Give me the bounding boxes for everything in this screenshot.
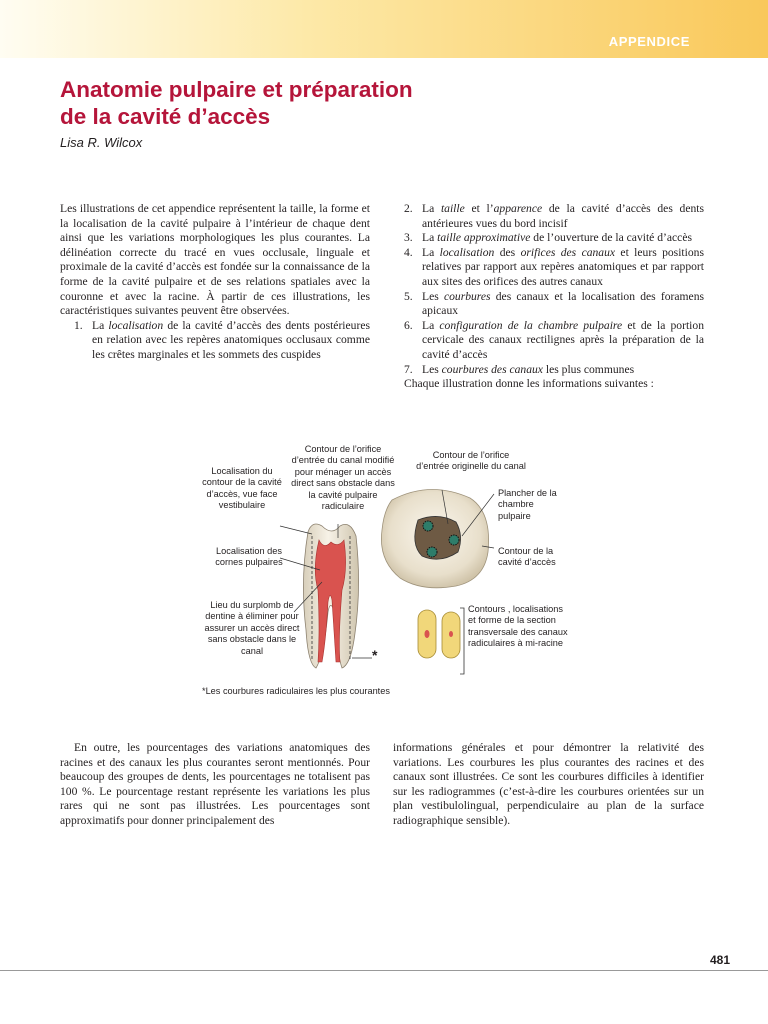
title-line-2: de la cavité d’accès bbox=[60, 104, 271, 129]
asterisk-marker: * bbox=[372, 647, 378, 663]
label-dentin-overhang: Lieu du surplomb de dentine à éliminer pour assurer un accès direct sans obstacle dans le canal bbox=[204, 600, 300, 656]
page-number: 481 bbox=[709, 953, 730, 967]
label-access-outline: Localisation du contour de la cavité d’accès, vue face vestibulaire bbox=[202, 466, 282, 511]
header-band bbox=[0, 0, 768, 58]
list-item: 5. Les courbures des canaux et la localisation des foramens apicaux bbox=[404, 289, 705, 318]
bottom-right-paragraph: informations générales et pour démontrer la relativité des variations. Les courbures les plus courantes des racines et des canaux sont illustrées. Ce sont les courbures difficiles à identifier sur les radiogrammes (c’est-à-dire les courbures orientées sur un plan vestibulolingual, perpendiculaire au plan de la surface radiographique sensible). bbox=[393, 741, 704, 827]
intro-column bbox=[60, 202, 370, 363]
list-conclusion: Chaque illustration donne les informations suivantes : bbox=[404, 377, 654, 391]
author: Lisa R. Wilcox bbox=[60, 135, 143, 150]
title-line-1: Anatomie pulpaire et préparation bbox=[60, 77, 413, 102]
intro-paragraph: Les illustrations de cet appendice représentent la taille, la forme et la localisation de la cavité pulpaire à l’intérieur de chaque dent ainsi que les variations morphologiques les plus courantes. La délinéation correcte du tracé en vues occlusale, linguale et proximale de la cavité d’accès est fondée sur la connaissance de la forme de la cavité pulpaire et de ses relations spatiales avec la couronne et avec la racine. À partir de ces illustrations, les caractéristiques suivantes peuvent être observées. bbox=[60, 202, 370, 318]
figure-footnote: *Les courbures radiculaires les plus courantes bbox=[202, 686, 390, 696]
list-item: 3. La taille approximative de l’ouverture de la cavité d’accès bbox=[404, 231, 692, 245]
list-item: 7. Les courbures des canaux les plus communes bbox=[404, 362, 635, 376]
tooth-figure bbox=[200, 440, 570, 702]
label-original-orifice: Contour de l’orifice d’entrée originelle du canal bbox=[416, 450, 526, 472]
section-label: APPENDICE bbox=[608, 34, 690, 49]
tooth-side-view bbox=[303, 524, 358, 668]
label-pulp-horns: Localisation des cornes pulpaires bbox=[215, 546, 283, 568]
intro-list bbox=[60, 319, 370, 363]
page-title bbox=[60, 76, 660, 130]
bottom-right-column bbox=[393, 741, 704, 829]
list-item: 2. La taille et l’apparence de la cavité d’accès des dents antérieures vues du bord incisif bbox=[404, 202, 704, 230]
root-cross-sections bbox=[418, 608, 464, 674]
bottom-left-column bbox=[60, 741, 370, 829]
label-pulp-floor: Plancher de la chambre pulpaire bbox=[498, 488, 557, 521]
features-list bbox=[404, 202, 704, 377]
label-cross-section: Contours , localisations et forme de la section transversale des canaux radiculaires à mi-racine bbox=[468, 604, 568, 649]
label-access-contour: Contour de la cavité d’accès bbox=[498, 546, 556, 568]
label-modified-orifice: Contour de l’orifice d’entrée du canal modifié pour ménager un accès direct sans obstacle dans la cavité pulpaire radiculaire bbox=[291, 444, 395, 512]
footer-rule bbox=[0, 970, 768, 971]
list-item: 6. La configuration de la chambre pulpaire et de la portion cervicale des canaux rectilignes après la préparation de la cavité d’accès bbox=[404, 318, 704, 361]
list-item: 1. La localisation de la cavité d’accès des dents postérieures en relation avec les repères anatomiques occlusaux comme les crêtes marginales et les sommets des cuspides bbox=[74, 318, 370, 361]
bottom-left-paragraph: En outre, les pourcentages des variations anatomiques des racines et des canaux les plus courantes seront mentionnés. Pour beaucoup des groupes de dents, les pourcentages ne totalisent pas 100 %. Le pourcentage restant représente les variations les plus rares qui ne sont pas illustrées. Les pourcentages sont approximatifs pour donner principalement des bbox=[60, 741, 370, 827]
list-column bbox=[404, 202, 704, 392]
list-item: 4. La localisation des orifices des canaux et leurs positions relatives par rapport aux repères anatomiques et par rapport aux sites des orifices des autres canaux bbox=[404, 245, 704, 288]
